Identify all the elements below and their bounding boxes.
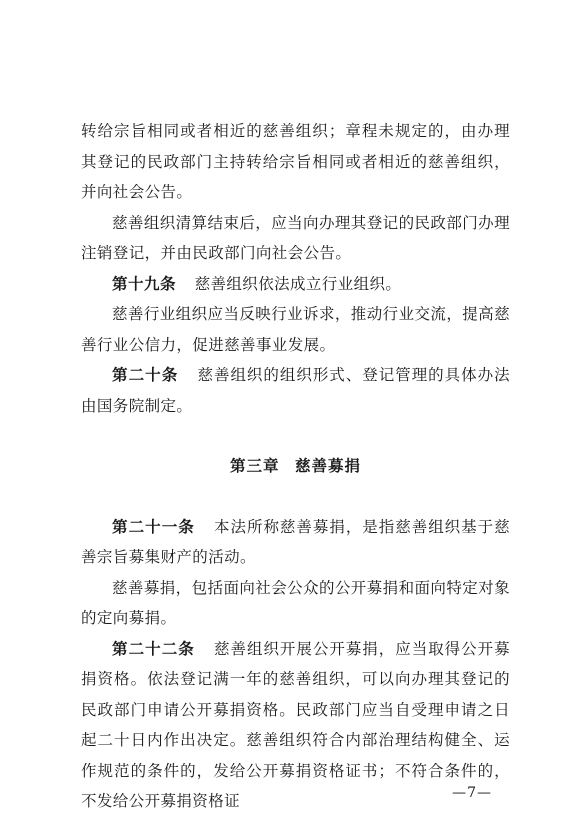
article-22 — [81, 634, 510, 817]
article-22-text: 慈善组织开展公开募捐，应当取得公开募捐资格。依法登记满一年的慈善组织，可以向办理其登记的民政部门申请公开募捐资格。民政部门应当自受理申请之日起二十日内作出决定。慈善组织符合内部治理结构健全、运作规范的条件的，发给公开募捐资格证书；不符合条件的，不发给公开募捐资格证 — [81, 639, 510, 810]
article-19-label: 第十九条 — [112, 274, 177, 293]
chapter-number: 第三章 — [229, 457, 280, 475]
article-21-label: 第二十一条 — [112, 517, 195, 536]
article-21-text: 本法所称慈善募捐，是指慈善组织基于慈善宗旨募集财产的活动。 — [81, 517, 510, 566]
paragraph-fundraising-types: 慈善募捐，包括面向社会公众的公开募捐和面向特定对象的定向募捐。 — [81, 578, 510, 627]
page-number: —7— — [452, 785, 492, 801]
article-20-text: 慈善组织的组织形式、登记管理的具体办法由国务院制定。 — [81, 366, 510, 415]
article-21 — [81, 512, 510, 573]
paragraph-industry-org: 慈善行业组织应当反映行业诉求，推动行业交流，提高慈善行业公信力，促进慈善事业发展。 — [81, 305, 510, 354]
paragraph-liquidation: 慈善组织清算结束后，应当向办理其登记的民政部门办理注销登记，并由民政部门向社会公告。 — [81, 213, 510, 262]
chapter-heading — [81, 451, 510, 482]
article-20 — [81, 360, 510, 421]
paragraph-continuation: 转给宗旨相同或者相近的慈善组织；章程未规定的，由办理其登记的民政部门主持转给宗旨相同或者相近的慈善组织，并向社会公告。 — [81, 122, 510, 201]
article-19-text: 慈善组织依法成立行业组织。 — [194, 274, 402, 293]
article-20-label: 第二十条 — [112, 366, 179, 384]
document-body — [81, 116, 510, 817]
chapter-title: 慈善募捐 — [295, 457, 362, 475]
article-22-label: 第二十二条 — [112, 639, 195, 658]
article-19 — [81, 269, 510, 300]
